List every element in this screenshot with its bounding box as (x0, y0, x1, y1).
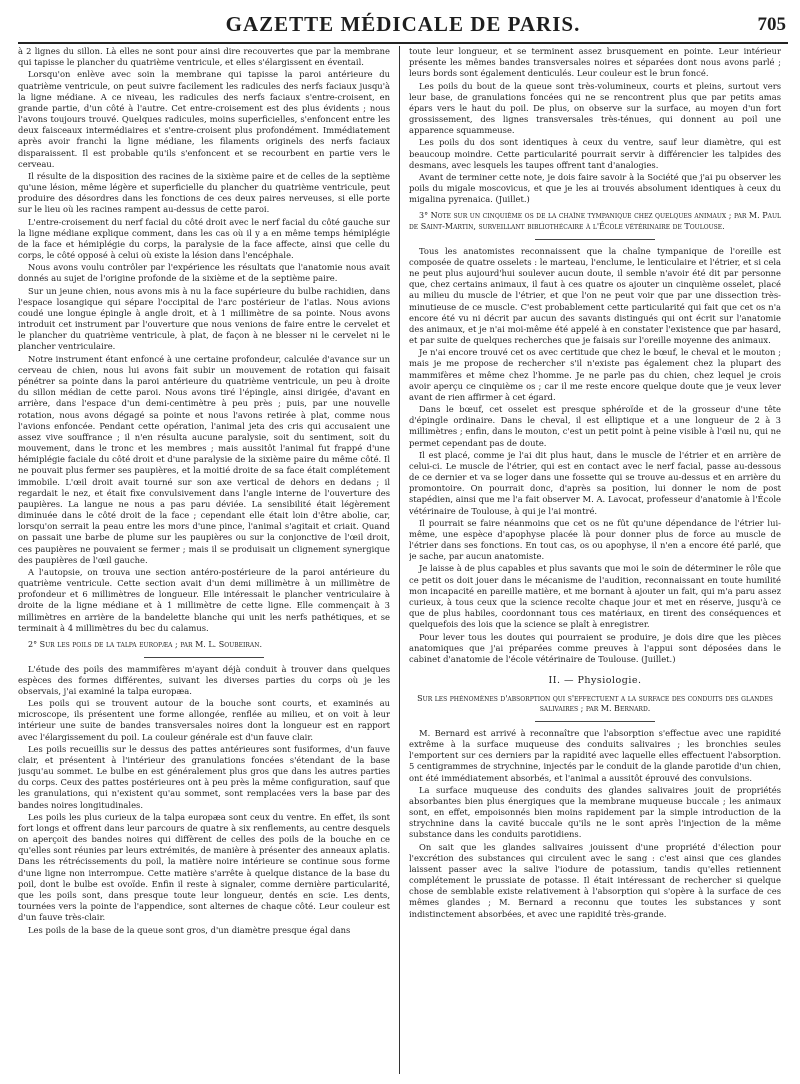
paragraph: toute leur longueur, et se terminent assez brusquement en pointe. Leur intérieur présente les mêmes bandes transversales noires et séparées dont nous avons parlé ; leurs bords sont également denticulés. Leur couleur est le brun foncé. (409, 46, 781, 79)
paragraph: Avant de terminer cette note, je dois faire savoir à la Société que j'ai pu observer les poils du migale moscovicus, et que je les ai trouvés absolument identiques à ceux du migalina pyrenaica. (Juillet.) (409, 171, 781, 205)
paragraph: Pour lever tous les doutes qui pourraient se produire, je dois dire que les pièces anatomiques que j'ai préparées comme preuves à l'appui sont déposées dans le cabinet d'anatomie de l'école vétérinaire de Toulouse. (Juillet.) (409, 631, 781, 664)
paragraph: Les poils du bout de la queue sont très-volumineux, courts et pleins, surtout vers leur base, de granulations foncées qui ne se rencontrent plus que par petits amas épars vers le haut du poil. De plus, on observe sur la surface, au moyen d'un fort grossissement, des lignes transversales très-ténues, qui donnent au poil une apparence squammeuse. (409, 80, 781, 136)
article-heading: 3° Note sur un cinquième os de la chaîne tympanique chez quelques animaux ; par M. Paul de Saint-Martin, surveillant bibliothécaire à l'École vétérinaire de Toulouse. (409, 211, 781, 232)
paragraph: Je n'ai encore trouvé cet os avec certitude que chez le bœuf, le cheval et le mouton ; mais je me propose de rechercher s'il n'existe pas également chez la plupart des mammifères et même chez l'homme. Je ne parle pas du chien, chez lequel je crois avoir aperçu ce cinquième os ; car il me reste encore quelque doute que je veux lever avant de rien affirmer à cet égard. (409, 347, 781, 402)
paragraph: Les poils du dos sont identiques à ceux du ventre, sauf leur diamètre, qui est beaucoup moindre. Cette particularité pourrait servir à différencier les talpides des desmans, avec lesquels les taupes offrent tant d'analogies. (409, 137, 781, 170)
paragraph: Nous avons voulu contrôler par l'expérience les résultats que l'anatomie nous avait donnés au sujet de l'origine profonde de la sixième et de la septième paire. (18, 262, 390, 284)
right-column (409, 46, 781, 1074)
paragraph: A l'autopsie, on trouva une section antéro-postérieure de la paroi antérieure du quatrième ventricule. Cette section avait d'un demi millimètre à un millimètre de profondeur et 6 millimètres de longueur. Elle intéressait le plancher ventriculaire à droite de la ligne médiane et à 1 millimètre de cette ligne. Elle commençait à 3 millimètres en arrière de la bandelette blanche qui unit les nerfs pathétiques, et se terminait à 4 millimètres du bec du calamus. (18, 566, 390, 633)
paragraph: Les poils recueillis sur le dessus des pattes antérieures sont fusiformes, d'un fauve clair, et présentent à l'intérieur des granulations foncées s'étendant de la base jusqu'au sommet. Le bulbe en est généralement plus gros que dans les autres parties du corps. Ceux des pattes postérieures ont à peu près la même configuration, sauf que les granulations, qui n'existent qu'au sommet, sont remplacées vers la base par des bandes noires longitudinales. (18, 743, 390, 810)
paragraph: à 2 lignes du sillon. Là elles ne sont pour ainsi dire recouvertes que par la membrane qui tapisse le plancher du quatrième ventricule, et elles s'élargissent en éventail. (18, 46, 390, 68)
paragraph: On sait que les glandes salivaires jouissent d'une propriété d'élection pour l'excrétion des substances qui circulent avec le sang : c'est ainsi que ces glandes laissent passer avec la salive l'iodure de potassium, tandis qu'elles retiennent complétement le prussiate de potasse. Il était intéressant de rechercher si quelque chose de semblable existe relativement à l'absorption qui s'opère à la surface de ces mêmes glandes ; M. Bernard a reconnu que toutes les substances y sont indistinctement absorbées, et avec une rapidité très-grande. (409, 841, 781, 919)
paragraph: Les poils qui se trouvent autour de la bouche sont courts, et examinés au microscope, ils présentent une forme allongée, renflée au milieu, et on voit à leur intérieur une suite de bandes transversales noires dont la longueur est en rapport avec l'élargissement du poil. La couleur générale est d'un fauve clair. (18, 698, 390, 742)
paragraph: Lorsqu'on enlève avec soin la membrane qui tapisse la paroi antérieure du quatrième ventricule, on peut suivre facilement les radicules des nerfs faciaux jusqu'à la ligne médiane. A ce niveau, les radicules des nerfs faciaux s'entre-croisent, en grande partie, d'un côté à l'autre. Cet entre-croisement est des plus évidents ; nous l'avons toujours trouvé. Quelques radicules, moins superficielles, s'enfoncent entre les deux faisceaux intermédiaires et s'entre-croisent plus profondément. Immédiatement après avoir franchi la ligne médiane, les filaments originels des nerfs faciaux disparaissent. Il est probable qu'ils s'enfoncent et se recourbent en partie vers le cerveau. (18, 69, 390, 169)
paragraph: Je laisse à de plus capables et plus savants que moi le soin de déterminer le rôle que ce petit os doit jouer dans le mécanisme de l'audition, reconnaissant en toute humilité mon incapacité en pareille matière, et me bornant à ajouter un fait, qui m'a paru assez curieux, à tous ceux que la science recolte chaque jour et met en réserve, jusqu'à ce que de plus habiles, coordonnant tous ces matériaux, en tirent des conséquences et quelquefois des lois que la science se plaît à enregistrer. (409, 563, 781, 630)
page-header (18, 8, 788, 44)
article-heading: Sur les phénomènes d'absorption qui s'effectuent a la surface des conduits des glandes salivaires ; par M. Bernard. (417, 693, 773, 714)
paragraph: Dans le bœuf, cet osselet est presque sphéroïde et de la grosseur d'une tête d'épingle ordinaire. Dans le cheval, il est elliptique et a une longueur de 2 à 3 millimètres ; enfin, dans le mouton, c'est un petit point à peine visible à l'œil nu, qui ne permet cependant pas de doute. (409, 404, 781, 448)
paragraph: Il est placé, comme je l'ai dit plus haut, dans le muscle de l'étrier et en arrière de celui-ci. Le muscle de l'étrier, qui est en contact avec le nerf facial, passe au-dessous de ce dernier et va se loger dans une fossette qui se trouve au-dessus et en arrière du promontoire. On pourrait donc, d'après sa position, lui donner le nom de post stapédien, ainsi que me l'a fait observer M. A. Lavocat, professeur d'anatomie à l'École vétérinaire de Toulouse, à qui je l'ai montré. (409, 449, 781, 516)
paragraph: L'étude des poils des mammifères m'ayant déjà conduit à trouver dans quelques espèces des formes différentes, suivant les diverses parties du corps où je les observais, j'ai examiné la talpa europæa. (18, 663, 390, 696)
column-divider (399, 46, 400, 1074)
paragraph: La surface muqueuse des conduits des glandes salivaires jouit de propriétés absorbantes bien plus énergiques que la membrane muqueuse buccale ; les animaux sont, en effet, empoisonnés bien moins rapidement par la simple introduction de la strychnine dans la cavité buccale qu'ils ne le sont après l'injection de la même substance dans les conduits parotidiens. (409, 784, 781, 840)
short-rule (144, 657, 264, 658)
paragraph: Il résulte de la disposition des racines de la sixième paire et de celles de la septième qu'une lésion, même légère et superficielle du plancher du quatrième ventricule, peut produire des désordres dans les fonctions de ces deux paires nerveuses, si elle porte sur le lieu où les racines rampent au-dessus de cette paroi. (18, 170, 390, 215)
paragraph: Notre instrument étant enfoncé à une certaine profondeur, calculée d'avance sur un cerveau de chien, nous lui avons fait subir un mouvement de rotation qui faisait pénétrer sa pointe dans la paroi antérieure du quatrième ventricule, un peu à droite du sillon médian de cette paroi. Nous avons tiré l'épingle, ainsi dirigée, d'avant en arrière, dans l'espace d'un demi-centimètre à peu près ; puis, par une nouvelle rotation, nous avons dégagé sa pointe et nous l'avons retirée à plat, comme nous l'avions enfoncée. Pendant cette opération, l'animal jeta des cris qui accusaient une assez vive souffrance ; il n'en résulta aucune paralysie, soit du sentiment, soit du mouvement, dans le tronc et les membres ; mais aussitôt l'animal fut frappé d'une hémiplégie faciale du côté droit et d'une paralysie de la sixième paire du même côté. Il ne pouvait plus fermer ses paupières, et la moitié droite de sa face était complétement immobile. L'œil droit avait tourné sur son axe vertical de dehors en dedans ; il regardait le nez, et était fixe convulsivement dans l'angle interne de l'ouverture des paupières. La langue ne nous a pas paru déviée. La sensibilité était légèrement diminuée dans le côté droit de la face ; cependant elle était loin d'être abolie, car, lorsqu'on serrait la peau entre les mors d'une pince, l'animal s'agitait et criait. Quand on passait une barbe de plume sur les paupières ou sur la conjonctive de l'œil droit, ces paupières ne pouvaient se fermer ; mais il se produisait un clignement synergique des paupières de l'œil gauche. (18, 353, 390, 565)
page-number: 705 (757, 14, 786, 35)
left-column (18, 46, 390, 1074)
article-heading: 2° Sur les poils de la talpa europæa ; par M. L. Soubeiran. (28, 639, 263, 649)
paragraph: Sur un jeune chien, nous avons mis à nu la face supérieure du bulbe rachidien, dans l'espace losangique qui sépare l'occipital de l'arc postérieur de l'atlas. Nous avions coudé une longue épingle à angle droit, et à 1 millimètre de sa pointe. Nous avons introduit cet instrument par l'ouverture que nous venions de faire entre le cervelet et le plancher du quatrième ventricule, à plat, de façon à ne blesser ni le cervelet ni le plancher ventriculaire. (18, 285, 390, 352)
paragraph: Les poils les plus curieux de la talpa europæa sont ceux du ventre. En effet, ils sont fort longs et offrent dans leur parcours de quatre à six renflements, au centre desquels on aperçoit des bandes noires qui diffèrent de celles des poils de la bouche en ce qu'elles sont réunies par leurs extrémités, de manière à présenter des anneaux aplatis. Dans les rétrécissements du poil, la matière noire intérieure se continue sous forme d'une ligne non interrompue. Cette matière s'arrête à quelque distance de la base du poil, dont le bulbe est ovoïde. Enfin il reste à signaler, comme dernière particularité, que les poils sont, dans presque toute leur longueur, dentés en scie. Les dents, tournées vers la pointe de l'appendice, sont alternes de chaque côté. Leur couleur est d'un fauve très-clair. (18, 811, 390, 923)
short-rule (535, 721, 655, 722)
paragraph: M. Bernard est arrivé à reconnaître que l'absorption s'effectue avec une rapidité extrême à la surface muqueuse des conduits salivaires ; les bronchies seules l'emportent sur ces derniers par la rapidité avec laquelle elles effectuent l'absorption. 5 centigrammes de strychnine, injectés par le conduit de la glande parotide d'un chien, ont été immédiatement absorbés, et l'animal a aussitôt éprouvé des convulsions. (409, 727, 781, 783)
section-title: II. — Physiologie. (548, 675, 642, 687)
paragraph: L'entre-croisement du nerf facial du côté droit avec le nerf facial du côté gauche sur la ligne médiane explique comment, dans les cas où il y a en même temps hémiplégie de la face et hémiplégie du corps, la paralysie de la face affecte, ainsi que celle du corps, le côté opposé à celui où existe la lésion dans l'encéphale. (18, 216, 390, 261)
short-rule (535, 239, 655, 240)
journal-title: GAZETTE MÉDICALE DE PARIS. (225, 12, 581, 36)
paragraph: Tous les anatomistes reconnaissent que la chaîne tympanique de l'oreille est composée de quatre osselets : le marteau, l'enclume, le lenticulaire et l'étrier, et si cela ne peut plus aujourd'hui soulever aucun doute, il semble n'avoir été dit par personne que, chez certains animaux, il faut à ces quatre os ajouter un cinquième osselet, placé au milieu du muscle de l'étrier, et que l'on ne peut voir que par une dissection très-minutieuse de ce muscle. C'est probablement cette particularité qui fait que cet os n'a encore été vu ni décrit par aucun des savants distingués qui ont écrit sur l'anatomie des animaux, et je n'ai moi-même été appelé à en constater l'existence que par hasard, et par suite de quelques recherches que je faisais sur l'oreille moyenne des animaux. (409, 245, 781, 346)
paragraph: Il pourrait se faire néanmoins que cet os ne fût qu'une dépendance de l'étrier lui-même, une espèce d'apophyse placée là pour donner plus de force au muscle de l'étrier dans ses fonctions. En tout cas, os ou apophyse, il n'en a encore été parlé, que je sache, par aucun anatomiste. (409, 517, 781, 562)
paragraph: Les poils de la base de la queue sont gros, d'un diamètre presque égal dans (28, 924, 351, 935)
